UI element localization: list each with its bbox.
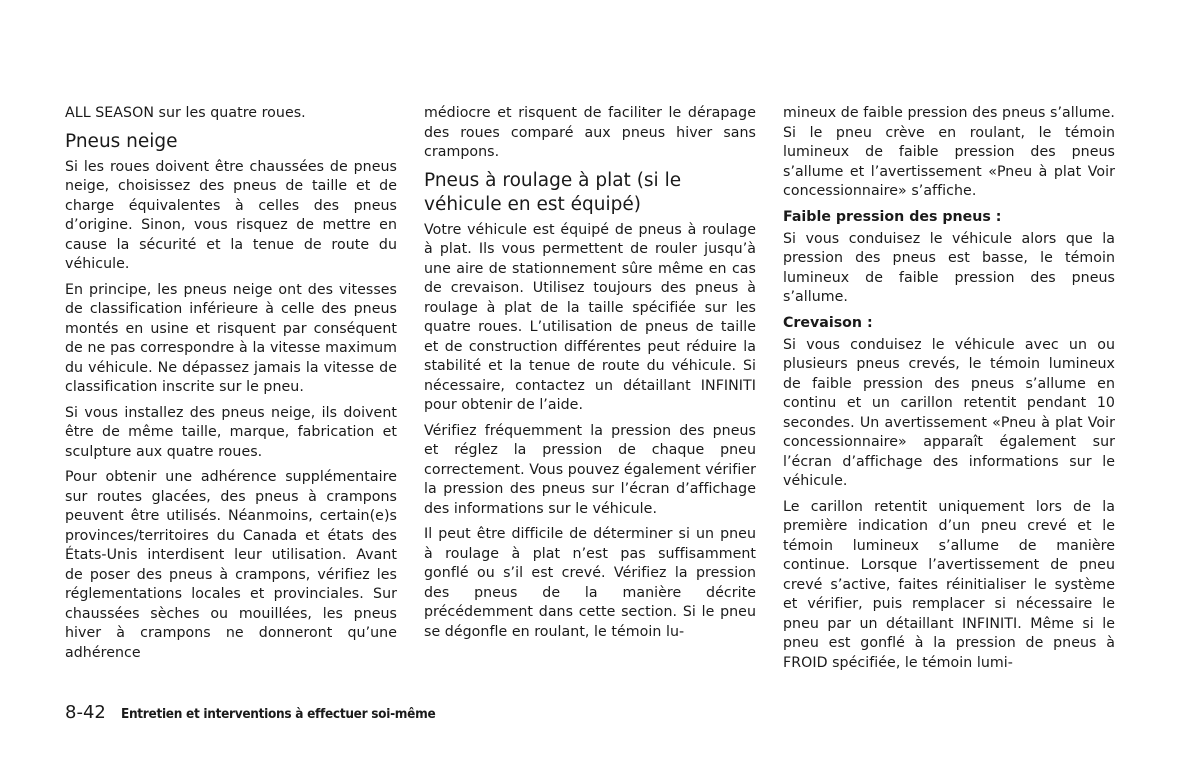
paragraph-warning-light: mineux de faible pression des pneus s’allume. Si le pneu crève en roulant, le témoin lumineux de faible pression des pneus s’allume et l’avertissement «Pneu à plat Voir concessionnaire» s’affiche. — [783, 105, 1115, 199]
paragraph-check-pressure: Vérifiez fréquemment la pression des pneus et réglez la pression de chaque pneu correctement. Vous pouvez également vérifier la pression des pneus sur l’écran d’affichage des informations sur le véhicule. — [424, 422, 756, 517]
column-left — [65, 104, 397, 669]
page-footer — [65, 702, 435, 723]
heading-run-flat: Pneus à roulage à plat (si le véhicule en est équipé) — [424, 169, 682, 215]
footer-section-title: Entretien et interventions à effectuer soi-même — [120, 706, 436, 722]
paragraph-all-season: ALL SEASON sur les quatre roues. — [65, 105, 306, 121]
heading-puncture: Crevaison : — [783, 314, 873, 331]
paragraph-puncture: Si vous conduisez le véhicule avec un ou plusieurs pneus crevés, le témoin lumineux de faible pression des pneus s’allume en continu et un carillon retentit pendant 10 secondes. Un avertissement «Pneu à plat Voir concessionnaire» apparaît également sur l’écran d’affichage des informations sur le véhicule. — [783, 336, 1115, 489]
paragraph-low-pressure: Si vous conduisez le véhicule alors que la pression des pneus est basse, le témoin lumineux de faible pression des pneus s’allume. — [783, 230, 1115, 305]
paragraph-hard-to-determine: Il peut être difficile de déterminer si un pneu à roulage à plat n’est pas suffisamment gonflé ou s’il est crevé. Vérifiez la pression des pneus de la manière décrite précédemment dans cette section. Si le pneu se dégonfle en roulant, le témoin lu- — [424, 526, 756, 640]
heading-snow-tires: Pneus neige — [65, 130, 178, 152]
paragraph-chime: Le carillon retentit uniquement lors de la première indication d’un pneu crevé et le témoin lumineux s’allume de manière continue. Lorsque l’avertissement de pneu crevé s’active, faites réinitialiser le système et vérifier, puis remplacer si nécessaire le pneu par un détaillant INFINITI. Même si le pneu est gonflé à la pression de pneus à FROID spécifiée, le témoin lumi- — [783, 498, 1115, 671]
heading-low-pressure: Faible pression des pneus : — [783, 208, 1002, 225]
paragraph-studded: Pour obtenir une adhérence supplémentaire sur routes glacées, des pneus à crampons peuvent être utilisés. Néanmoins, certain(e)s provinces/territoires du Canada et états des États-Unis interdisent leur utilisation. Avant de poser des pneus à crampons, vérifiez les réglementations locales et provinciales. Sur chaussées sèches ou mouillées, les pneus hiver à crampons ne donneront qu’une adhérence — [65, 469, 397, 661]
paragraph-studded-cont: médiocre et risquent de faciliter le dérapage des roues comparé aux pneus hiver sans crampons. — [424, 105, 756, 160]
paragraph-snow-speed: En principe, les pneus neige ont des vitesses de classification inférieure à celle des pneus montés en usine et risquent par conséquent de ne pas correspondre à la vitesse maximum du véhicule. Ne dépassez jamais la vitesse de classification inscrite sur le pneu. — [65, 281, 397, 395]
paragraph-run-flat-intro: Votre véhicule est équipé de pneus à roulage à plat. Ils vous permettent de rouler jusqu’à une aire de stationnement sûre même en cas de crevaison. Utilisez toujours des pneus à roulage à plat de la taille spécifiée sur les quatre roues. L’utilisation de pneus de taille et de construction différentes peut réduire la stabilité et la tenue de route du véhicule. Si nécessaire, contactez un détaillant INFINITI pour obtenir de l’aide. — [424, 221, 756, 413]
page-number: 8-42 — [65, 702, 106, 723]
column-middle — [424, 104, 756, 648]
column-right — [783, 104, 1115, 679]
paragraph-snow-install: Si vous installez des pneus neige, ils doivent être de même taille, marque, fabrication et sculpture aux quatre roues. — [65, 404, 397, 460]
paragraph-snow-size: Si les roues doivent être chaussées de pneus neige, choisissez des pneus de taille et de charge équivalentes à celles des pneus d’origine. Sinon, vous risquez de mettre en cause la sécurité et la tenue de route du véhicule. — [65, 158, 397, 272]
